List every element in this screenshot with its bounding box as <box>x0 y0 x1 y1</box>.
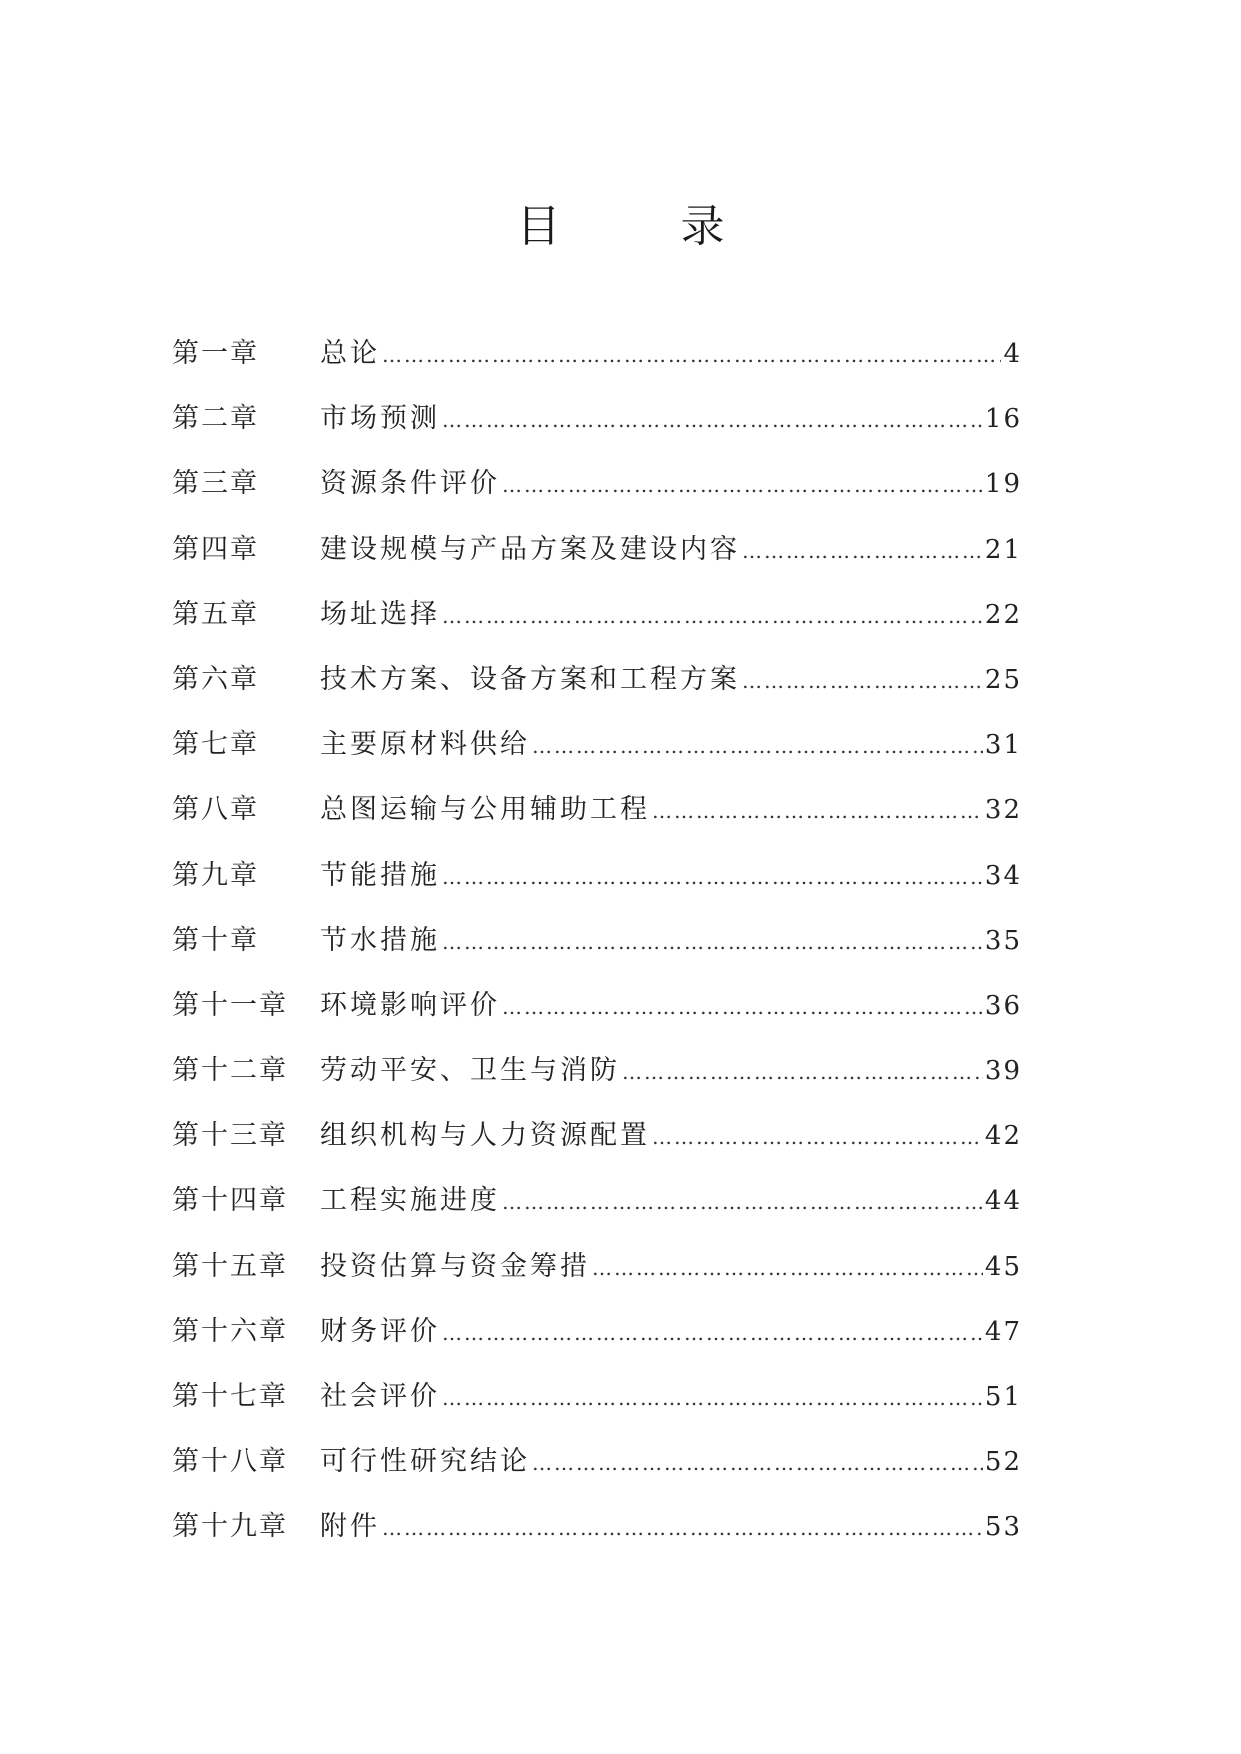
toc-dot-leader <box>532 728 983 764</box>
toc-page-number: 25 <box>984 664 1022 695</box>
toc-chapter-title: 附件 <box>320 1511 380 1543</box>
toc-entry[interactable] <box>172 532 1022 597</box>
toc-dot-leader <box>532 1445 983 1481</box>
toc-entry[interactable] <box>172 1183 1022 1248</box>
toc-entry[interactable] <box>172 792 1022 857</box>
toc-chapter-label: 第十四章 <box>172 1185 288 1217</box>
toc-page-number: 32 <box>984 795 1022 826</box>
toc-chapter-title: 总论 <box>320 338 380 369</box>
toc-page-number: 16 <box>984 404 1022 435</box>
toc-dot-leader <box>442 859 983 895</box>
toc-chapter-label: 第十七章 <box>172 1381 288 1412</box>
toc-dot-leader <box>382 337 1001 373</box>
toc-entry[interactable] <box>172 401 1022 466</box>
toc-page-number: 35 <box>984 925 1022 956</box>
toc-entry[interactable] <box>172 597 1022 662</box>
toc-chapter-title: 场址选择 <box>320 598 440 630</box>
page-title-char-2: 录 <box>680 201 725 252</box>
toc-chapter-title: 节水措施 <box>320 924 440 956</box>
toc-dot-leader <box>442 402 983 438</box>
toc-chapter-title: 财务评价 <box>320 1315 440 1347</box>
page-title <box>0 190 1241 254</box>
toc-chapter-label: 第十八章 <box>172 1446 288 1478</box>
toc-dot-leader <box>502 467 983 503</box>
toc-chapter-label: 第八章 <box>172 794 259 826</box>
toc-chapter-label: 第五章 <box>172 598 259 630</box>
toc-page-number: 51 <box>984 1382 1022 1412</box>
toc-page-number: 53 <box>984 1512 1022 1543</box>
toc-dot-leader <box>592 1250 983 1286</box>
toc-chapter-label: 第十章 <box>172 924 259 956</box>
toc-entry[interactable] <box>172 1444 1022 1509</box>
toc-dot-leader <box>442 924 983 960</box>
toc-chapter-title: 总图运输与公用辅助工程 <box>320 794 650 826</box>
toc-entry[interactable] <box>172 1314 1022 1379</box>
toc-chapter-title: 市场预测 <box>320 403 440 435</box>
toc-entry[interactable] <box>172 336 1022 401</box>
toc-chapter-label: 第十一章 <box>172 989 288 1021</box>
toc-entry[interactable] <box>172 1379 1022 1444</box>
toc-chapter-title: 社会评价 <box>320 1381 440 1412</box>
toc-chapter-label: 第三章 <box>172 468 259 500</box>
toc-chapter-label: 第四章 <box>172 533 259 565</box>
toc-chapter-label: 第十九章 <box>172 1511 288 1543</box>
page-title-char-1: 目 <box>516 201 561 252</box>
toc-entry[interactable] <box>172 1509 1022 1574</box>
toc-chapter-title: 节能措施 <box>320 859 440 891</box>
toc-chapter-label: 第九章 <box>172 859 259 891</box>
toc-dot-leader <box>442 1380 983 1416</box>
toc-chapter-title: 投资估算与资金筹措 <box>320 1250 590 1282</box>
toc-chapter-title: 可行性研究结论 <box>320 1446 530 1478</box>
toc-chapter-title: 资源条件评价 <box>320 468 500 500</box>
toc-page-number: 39 <box>984 1056 1022 1087</box>
toc-chapter-label: 第七章 <box>172 729 259 761</box>
toc-dot-leader <box>742 663 983 699</box>
toc-chapter-title: 主要原材料供给 <box>320 729 530 761</box>
toc-page-number: 45 <box>984 1251 1022 1282</box>
toc-entry[interactable] <box>172 923 1022 988</box>
toc-entry[interactable] <box>172 466 1022 531</box>
toc-dot-leader <box>652 793 983 829</box>
toc-chapter-label: 第十三章 <box>172 1120 288 1152</box>
toc-entry[interactable] <box>172 662 1022 727</box>
toc-dot-leader <box>742 533 983 569</box>
toc-entry[interactable] <box>172 988 1022 1053</box>
toc-entry[interactable] <box>172 727 1022 792</box>
toc-entry[interactable] <box>172 1118 1022 1183</box>
toc-page-number: 44 <box>984 1186 1022 1217</box>
toc-page-number: 19 <box>984 469 1022 500</box>
toc-chapter-label: 第六章 <box>172 663 259 695</box>
toc-page-number: 34 <box>984 860 1022 891</box>
toc-page-number: 21 <box>984 534 1022 565</box>
toc-entry[interactable] <box>172 1053 1022 1118</box>
toc-dot-leader <box>382 1510 983 1546</box>
toc-chapter-title: 组织机构与人力资源配置 <box>320 1120 650 1152</box>
toc-chapter-label: 第一章 <box>172 338 259 369</box>
toc-dot-leader <box>652 1119 983 1155</box>
toc-chapter-title: 环境影响评价 <box>320 989 500 1021</box>
toc-page-number: 22 <box>984 599 1022 630</box>
toc-page-number: 36 <box>984 990 1022 1021</box>
toc-dot-leader <box>442 1315 983 1351</box>
table-of-contents <box>172 336 1022 1575</box>
toc-dot-leader <box>622 1054 983 1090</box>
toc-dot-leader <box>502 1184 983 1220</box>
toc-dot-leader <box>502 989 983 1025</box>
toc-chapter-label: 第十二章 <box>172 1055 288 1087</box>
toc-chapter-label: 第二章 <box>172 403 259 435</box>
toc-page-number: 52 <box>984 1447 1022 1478</box>
toc-chapter-title: 劳动平安、卫生与消防 <box>320 1055 620 1087</box>
toc-page-number: 4 <box>1003 339 1022 369</box>
toc-chapter-title: 技术方案、设备方案和工程方案 <box>320 663 740 695</box>
toc-page-number: 31 <box>984 730 1022 761</box>
toc-page-number: 47 <box>984 1316 1022 1347</box>
toc-chapter-label: 第十六章 <box>172 1315 288 1347</box>
toc-dot-leader <box>442 598 983 634</box>
toc-chapter-title: 工程实施进度 <box>320 1185 500 1217</box>
toc-chapter-label: 第十五章 <box>172 1250 288 1282</box>
toc-entry[interactable] <box>172 1249 1022 1314</box>
toc-chapter-title: 建设规模与产品方案及建设内容 <box>320 533 740 565</box>
toc-page-number: 42 <box>984 1121 1022 1152</box>
toc-entry[interactable] <box>172 858 1022 923</box>
